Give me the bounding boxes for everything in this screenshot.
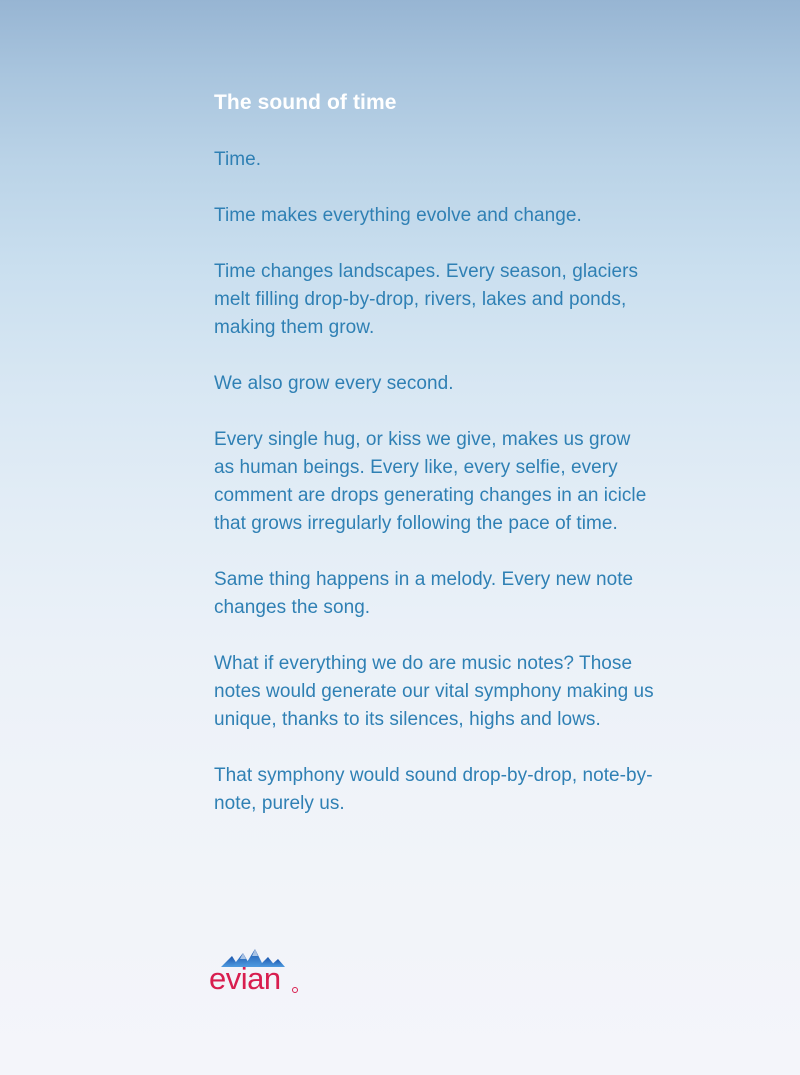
ad-title: The sound of time: [214, 91, 397, 114]
ad-copy: [214, 89, 654, 846]
registered-mark: [292, 987, 298, 993]
paragraph: Time.: [214, 149, 262, 170]
paragraph: Time makes everything evolve and change.: [214, 205, 582, 226]
evian-logo: [208, 948, 298, 1000]
paragraph: That symphony would sound drop-by-drop, note-by-note, purely us.: [214, 765, 653, 814]
paragraph: Every single hug, or kiss we give, makes us grow as human beings. Every like, every selfie, every comment are drops generating changes in an icicle that grows irregularly following the pace of time.: [214, 429, 647, 534]
brand-wordmark: evian: [209, 961, 281, 996]
paragraph: We also grow every second.: [214, 373, 454, 394]
paragraph: Same thing happens in a melody. Every new note changes the song.: [214, 569, 634, 618]
paragraph: What if everything we do are music notes? Those notes would generate our vital symphony making us unique, thanks to its silences, highs and lows.: [214, 653, 654, 730]
paragraph: Time changes landscapes. Every season, glaciers melt filling drop-by-drop, rivers, lakes and ponds, making them grow.: [214, 261, 639, 338]
